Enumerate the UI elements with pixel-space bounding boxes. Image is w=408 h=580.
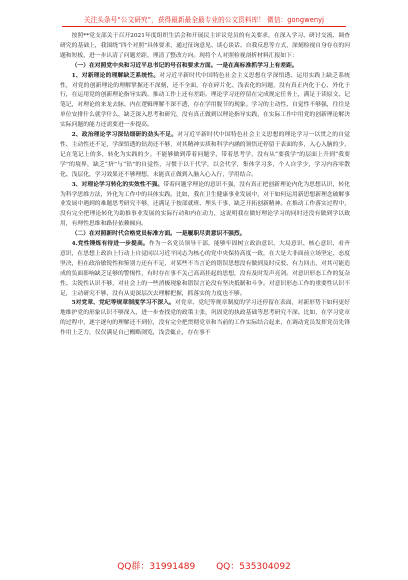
paragraph-lead: 2、政治理论学习深钻细研的劲头不足。	[71, 132, 178, 139]
paragraph-text: 对习近平新时代中国特色社会主义思想的理论学习一以贯之的自觉性、主动性还不足，学深悟透的钻劲还不够，对其精神实质和科学内涵的领悟还停留于表面的多，入心入脑的少，记在笔记上的多，转化为实践的少。不能够做到带着问题学、带着思考学，没有从“要我学”的层面上升到“我要学”的境界，缺乏“挤”与“钻”的自觉性，习惯于以干代学，以会代学，集体学习多，个人自学少，学习内容零散化、浅层化，学习效果还不够理想，未能真正做到入脑入心入行，学用结合。	[60, 132, 350, 178]
paragraph-lead: 3、对理论学习转化的实效性不强。	[71, 181, 164, 188]
section-heading: （二）在对照新时代合格党员标准方面。一是履职尽责意识不强烈。	[71, 231, 246, 238]
body-paragraph	[60, 131, 350, 181]
qq-number-label: QQ：535304092	[216, 562, 291, 572]
footer-contacts	[0, 559, 408, 572]
intro-paragraph: 按照**党支部关于召开2021年度组织生活会和开展民主评议党员的有关要求，在深入学习、研讨交流、调查研究的基础上，我围绕“四个对照”具体要求，通过征询意见、谈心谈话、自我反思等方式，深刻检视自身存在的问题和短板，进一步认清了问题差距，理清了整改方向。现将个人对照检视剖析材料汇报如下：	[60, 33, 350, 59]
body-paragraph	[60, 299, 350, 339]
body-paragraph	[60, 72, 350, 131]
paragraph-text: 对习近平新时代中国特色社会主义思想在学深悟透、运用实践上缺乏系统性，对党的创新理论的理解掌握还不深刻，还不全面，存在碎片化、浅表化的问题，没有真正内化于心、外化于行，在运用党的创新理论指导实践、推动工作上还有差距。理论学习还停留在完成规定任务上，满足于读原文、记笔记，对理论的来龙去脉、内在逻辑理解不深不透，存在学用脱节的现象。学习的主动性、自觉性不够强，往往是单位安排什么就学什么，缺乏深入思考和研究，没有真正做到以理论指导实践，在实际工作中用党的创新理论解决实际问题的能力还需要进一步提高。	[60, 72, 350, 129]
paragraph-text: 对党章、党纪等规章制度的学习还停留在表面，对新形势下如何更好地维护党的形象认识不够深入，进一步查找党的政策主张，巩固党的执政基础等思考研究不深。比如，在学习党章的过程中，逐字逐句的理解还不到位，没有完全把贯彻党章和当前的工作实际结合起来，在调动党员发挥党员先锋作用上乏力，仅仅满足自己概略浏览，浅尝辄止，存在事不	[60, 300, 350, 337]
document-body	[60, 32, 350, 339]
paragraph-lead: 5对党章、党纪等规章制度学习不深入。	[71, 300, 175, 307]
paragraph-text: 作为一名党员领导干部，能够牢固树立政治意识、大局意识、核心意识、看齐意识，在思想上政治上行动上自觉同以习近平同志为核心的党中央保持高度一致，在大是大非面前立场坚定、态度坚决，但在政治敏锐性和鉴别力还有不足，对某些不当言论的错误思想没有做到及时反驳、有力回击，对其可能造成的负面影响缺乏足够的警惕性，有时存在事不关己高高挂起的思想，没有及时发声亮剑。对意识形态工作的复杂性、尖锐性认识不够，对社会上的一些消极现象和错误言论没有坚决抵制和斗争。对意识形态工作的重要性认识不足，主动研究不够，没有从更深层次去理解把握，抓落实的力度也不够。	[60, 241, 350, 297]
body-paragraph	[60, 240, 350, 299]
paragraph-lead: 4.党性锤炼有待进一步提高。	[71, 241, 149, 248]
qq-group-label: QQ群：31991489	[117, 562, 196, 572]
header-divider	[62, 26, 346, 27]
paragraph-lead: 1、对新理论的理解缺乏系统性。	[71, 72, 160, 79]
section-heading: （一）在对照党中央和习近平总书记的号召和要求方面。一是在高标准抓学习上有差距。	[71, 62, 298, 69]
paragraph-text: 带着问题学理论的意识不强，没有真正把创新理论内化为思想认识，转化为科学思维方法，外化为工作中的具体实践。比如，我在卫生健康事业发展中，对于如何运用新思想新理念破解事业发展中遇到的难题思考研究不够，还满足于按部就班、埋头干事，缺乏开拓创新精神。在推动工作落实过程中，没有完全把理论转化为助推事业发展的实际行动和内在动力，这说明我在做好理论学习的同时还没有做到学以致用，有理性思维和路径依赖倾向。	[60, 181, 350, 228]
header-banner: 关注头条号“公文研究”，获得最新最全最专业的公文资料库！ 微信：gongwenyj	[83, 16, 325, 24]
body-paragraph	[60, 181, 350, 231]
